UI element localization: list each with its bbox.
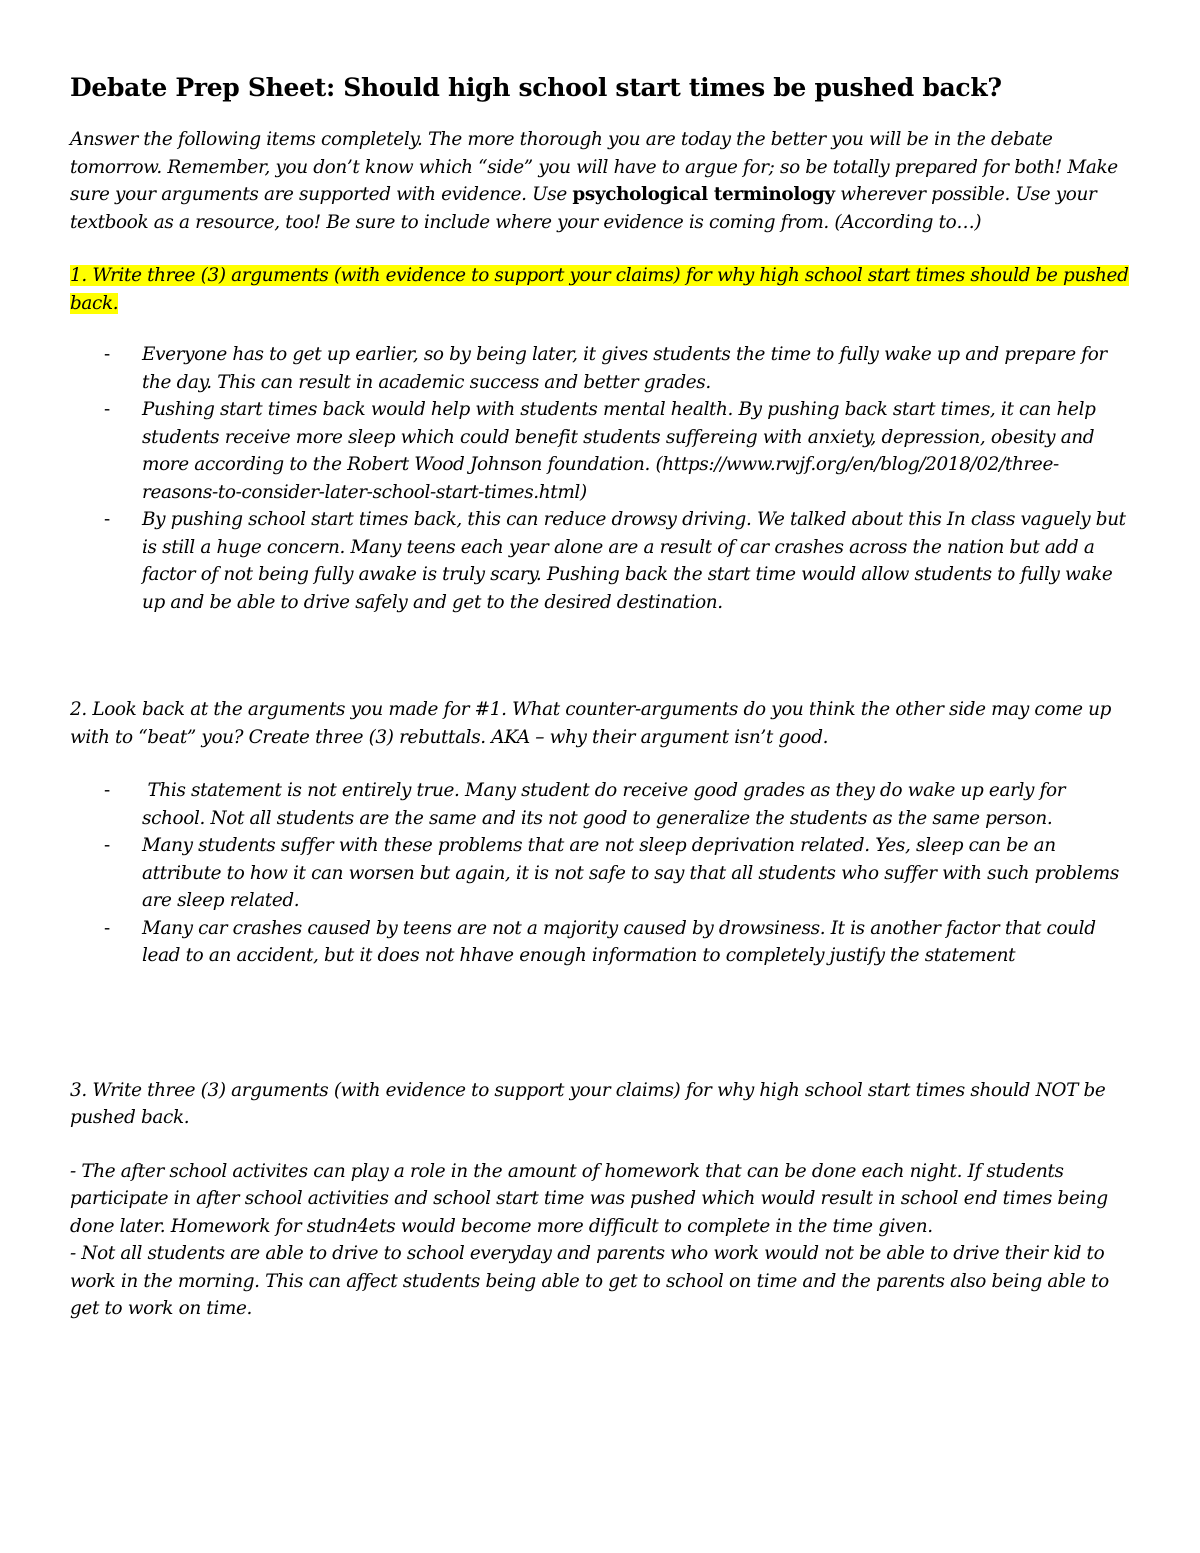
answer-text: Pushing start times back would help with students mental health. By pushing back start times, it can help students receive more sleep which could benefit students suffereing with anxiety, depression, obesity and more according to the Robert Wood Johnson foundation. (https://www.rwjf.org/en/blog/2018/02/three-reasons-to-consider-later-school-start-times.html) bbox=[142, 399, 1096, 503]
answer-text: This statement is not entirely true. Many student do receive good grades as they do wake up early for school. Not all students are the same and its not good to generalize the students as the same person. bbox=[142, 780, 1071, 829]
question-3-prompt: 3. Write three (3) arguments (with evidence to support your claims) for why high school start times should NOT be pushed back. bbox=[70, 1079, 1106, 1128]
question-1-highlighted-text: 1. Write three (3) arguments (with evidence to support your claims) for why high school start times should be pushed back. bbox=[70, 265, 1129, 314]
document-page bbox=[70, 70, 1132, 1323]
instructions-text-part1: Answer the following items completely. The more thorough you are today the better you will be in the debate tomorrow. Remember, you don’t know which “side” you will have to argue for; so be totally prepared for both! Make sure your arguments are supported with evidence. Use bbox=[70, 129, 1118, 205]
question-3-answer: - Not all students are able to drive to school everyday and parents who work would not be able to drive their kid to work in the morning. This can affect students being able to get to school on time and the parents also being able to get to work on time. bbox=[70, 1243, 1109, 1319]
dash-bullet: - bbox=[104, 509, 110, 530]
dash-bullet: - bbox=[104, 344, 110, 365]
answer-text: Many car crashes caused by teens are not a majority caused by drowsiness. It is another factor that could lead to an accident, but it does not hhave enough information to completely justify the statement bbox=[142, 917, 1096, 966]
dash-bullet: - bbox=[104, 917, 110, 939]
question-1-prompt bbox=[70, 262, 1132, 317]
question-3-answer: - The after school activites can play a role in the amount of homework that can be done each night. If students participate in after school activities and school start time was pushed which would result in school end times being done later. Homework for studn4ets would become more difficult to complete in the time given. bbox=[70, 1160, 1108, 1237]
dash-bullet: - bbox=[104, 835, 110, 856]
question-2-prompt: 2. Look back at the arguments you made for #1. What counter-arguments do you think the other side may come up with to “beat” you? Create three (3) rebuttals. AKA – why their argument isn’t good. bbox=[70, 699, 1112, 748]
instructions-bold-term: psychological terminology bbox=[572, 184, 835, 205]
instructions-paragraph bbox=[70, 126, 1132, 236]
list-item bbox=[70, 915, 1132, 970]
list-item bbox=[70, 777, 1132, 832]
list-item bbox=[70, 396, 1132, 506]
dash-bullet: - bbox=[104, 780, 110, 801]
page-title: Debate Prep Sheet: Should high school start times be pushed back? bbox=[70, 73, 1002, 102]
list-item bbox=[70, 506, 1132, 616]
answer-text: Everyone has to get up earlier, so by being later, it gives students the time to fully wake up and prepare for the day. This can result in academic success and better grades. bbox=[142, 344, 1107, 393]
list-item bbox=[70, 341, 1132, 396]
answer-text: Many students suffer with these problems that are not sleep deprivation related. Yes, sleep can be an attribute to how it can worsen but again, it is not safe to say that all students who suffer with such problems are sleep related. bbox=[142, 835, 1119, 911]
dash-bullet: - bbox=[104, 399, 110, 420]
list-item bbox=[70, 832, 1132, 915]
question-2-answer-list bbox=[70, 777, 1132, 970]
answer-text: By pushing school start times back, this can reduce drowsy driving. We talked about this In class vaguely but is still a huge concern. Many teens each year alone are a result of car crashes across the nation but add a factor of not being fully awake is truly scary. Pushing back the start time would allow students to fully wake up and be able to drive safely and get to the desired destination. bbox=[142, 509, 1126, 613]
instructions-text-part2: wherever possible. Use your textbook as a resource, too! Be sure to include where your evidence is coming from. (According to…) bbox=[70, 184, 1097, 233]
question-1-answer-list bbox=[70, 341, 1132, 616]
